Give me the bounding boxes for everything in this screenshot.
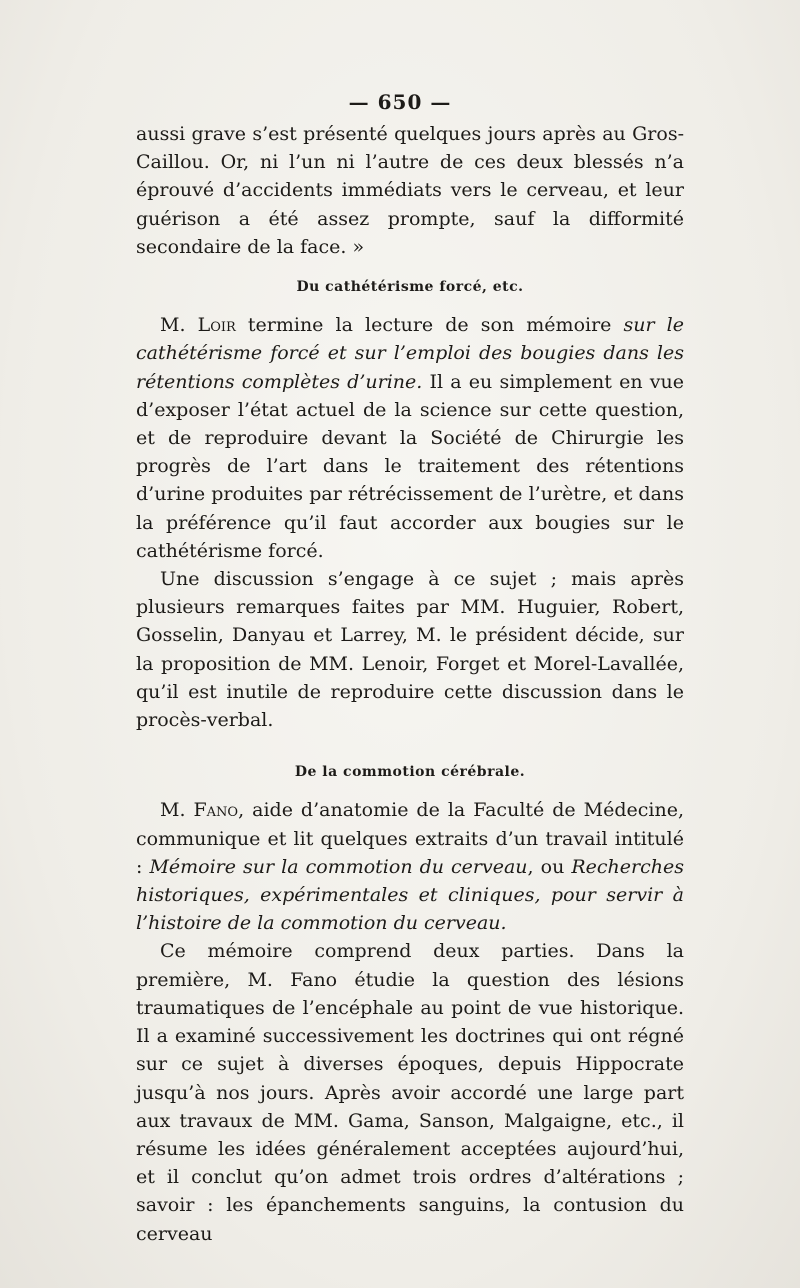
section-heading-commotion: De la commotion cérébrale. xyxy=(294,764,526,781)
memoir-title-loir: sur le cathétérisme forcé et sur l’emploi des bougies dans les rétentions complètes d’urine. xyxy=(136,314,684,393)
paragraph-fano-text-b: , ou xyxy=(527,855,572,878)
section-heading-catheterisme: Du cathétérisme forcé, etc. xyxy=(296,279,524,296)
paragraph-loir-text-b: Il a eu simplement en vue d’exposer l’état actuel de la science sur cette question, et de reproduire devant la Société de Chirurgie les progrès de l’art dans le traitement des rétentions d’urine produites par rétrécissement de l’urètre, et dans la préférence qu’il faut accorder aux bougies sur le cathétérisme forcé. xyxy=(136,370,684,562)
memoir-subtitle-fano: Recherches historiques, expérimentales et cliniques, pour servir à l’histoire de la commotion du cerveau. xyxy=(136,855,684,935)
memoir-title-fano: Mémoire sur la commotion du cerveau xyxy=(149,855,528,878)
paragraph-loir xyxy=(136,311,684,565)
author-name-loir: M. Loir xyxy=(160,314,236,337)
paragraph-loir-text-a: termine la lecture de son mémoire xyxy=(235,314,624,337)
paragraph-continuation: aussi grave s’est présenté quelques jours après au Gros-Caillou. Or, ni l’un ni l’autre de ces deux blessés n’a éprouvé d’accidents immédiats vers le cerveau, et leur guérison a été assez prompte, sauf la difformité secondaire de la face. » xyxy=(136,123,684,258)
author-name-fano: M. Fano xyxy=(160,799,239,822)
page-number: — 650 — xyxy=(348,90,452,114)
paragraph-fano-text-a: , aide d’anatomie de la Faculté de Médecine, communique et lit quelques extraits d’un travail intitulé : xyxy=(136,799,685,878)
page-body xyxy=(136,120,684,1248)
paragraph-discussion: Une discussion s’engage à ce sujet ; mais après plusieurs remarques faites par MM. Huguier, Robert, Gosselin, Danyau et Larrey, M. le président décide, sur la proposition de MM. Lenoir, Forget et Morel-Lavallée, qu’il est inutile de reproduire cette discussion dans le procès-verbal. xyxy=(136,568,684,732)
paragraph-fano xyxy=(136,796,684,937)
paragraph-memoir-content: Ce mémoire comprend deux parties. Dans la première, M. Fano étudie la question des lésions traumatiques de l’encéphale au point de vue historique. Il a examiné successivement les doctrines qui ont régné sur ce sujet à diverses époques, depuis Hippocrate jusqu’à nos jours. Après avoir accordé une large part aux travaux de MM. Gama, Sanson, Malgaigne, etc., il résume les idées généralement acceptées aujourd’hui, et il conclut qu’on admet trois ordres d’altérations ; savoir : les épanchements sanguins, la contusion du cerveau xyxy=(136,940,684,1245)
